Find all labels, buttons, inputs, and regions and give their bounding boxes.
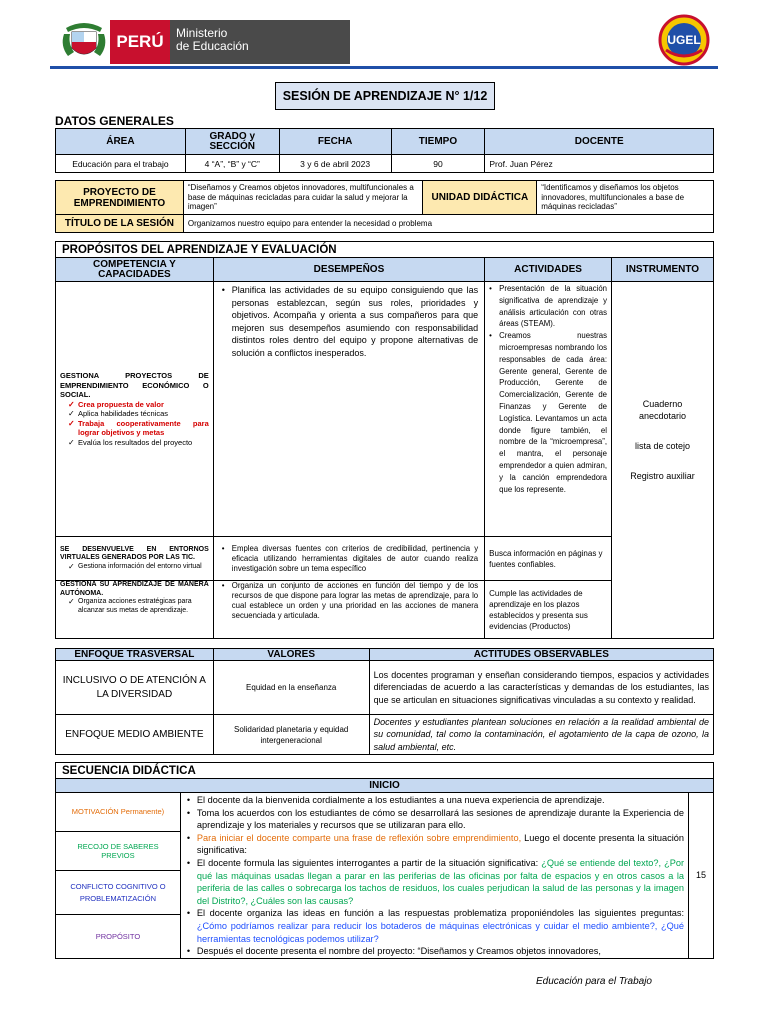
- page-footer: Educación para el Trabajo: [536, 976, 652, 987]
- desempeno-1: • Planifica las actividades de su equipo consiguiendo que las personas establezcan, según sus roles, prioridades y objetivos. Acompaña y orienta a sus compañeros para que mejoren sus desempeños asumiendo con responsabilidad distintos roles dentro del equipo y propone alternativas de solución a conflictos inesperados.: [213, 282, 484, 537]
- col-actividades: ACTIVIDADES: [485, 258, 612, 282]
- header-rule: [50, 66, 718, 69]
- secuencia-table: [55, 762, 714, 959]
- page-header: [0, 0, 768, 68]
- inicio-minutes: 15: [689, 793, 714, 959]
- titulo-label: TÍTULO DE LA SESIÓN: [56, 215, 184, 233]
- unidad-label: UNIDAD DIDÁCTICA: [423, 181, 537, 215]
- label-conflicto: CONFLICTO COGNITIVO O PROBLEMATIZACIÓN: [56, 871, 181, 915]
- peru-coat-of-arms-icon: [60, 20, 108, 64]
- col-area: ÁREA: [56, 129, 186, 155]
- col-fecha: FECHA: [279, 129, 391, 155]
- competencia-emprendimiento: GESTIONA PROYECTOS DE EMPRENDIMIENTO ECONÓMICO O SOCIAL. ✓ Crea propuesta de valor ✓ Aplica habilidades técnicas ✓ Trabaja cooperativamente para lograr objetivos y metas ✓ Evalúa los resultados del proyecto: [56, 282, 214, 537]
- label-recojo: RECOJO DE SABERES PREVIOS: [56, 832, 181, 871]
- svg-text:UGEL: UGEL: [667, 33, 701, 47]
- proyecto-table: [55, 180, 714, 233]
- titulo-value: Organizamos nuestro equipo para entender la necesidad o problema: [183, 215, 713, 233]
- datos-generales-table: [55, 128, 714, 173]
- actitud-ambiente: Docentes y estudiantes plantean soluciones en relación a la realidad ambiental de su comunidad, tal como la contaminación, el agotamiento de la capa de ozono, la salud ambiental, etc.: [369, 715, 713, 755]
- col-grado: GRADO y SECCIÓN: [185, 129, 279, 155]
- col-docente: DOCENTE: [485, 129, 714, 155]
- fecha-value: 3 y 6 de abril 2023: [279, 155, 391, 173]
- docente-value: Prof. Juan Pérez: [485, 155, 714, 173]
- actividades-2: Busca información en páginas y fuentes confiables.: [485, 537, 612, 581]
- label-proposito: PROPÓSITO: [56, 915, 181, 959]
- area-value: Educación para el trabajo: [56, 155, 186, 173]
- enfoque-inclusivo: INCLUSIVO O DE ATENCIÓN A LA DIVERSIDAD: [56, 661, 214, 715]
- col-desempenos: DESEMPEÑOS: [213, 258, 484, 282]
- proyecto-label: PROYECTO DE EMPRENDIMIENTO: [56, 181, 184, 215]
- secuencia-heading: SECUENCIA DIDÁCTICA: [56, 763, 714, 779]
- actividades-1: • Presentación de la situación significativa de aprendizaje y análisis articulación con otras áreas (STEAM). • Creamos nuestras microempresas nombrando los responsables de cada área: Gerente general, Gerente de Producción, Gerente de Comercialización, Gerente de Finanzas y Gerente de Logística. Levantamos un acta donde figure también, el nombre de la “microempresa”, el mantra, el personaje emprendedor a quien admiran, y la canción emprendedora que los represente.: [485, 282, 612, 537]
- competencia-autonoma: GESTIONA SU APRENDIZAJE DE MANERA AUTÓNOMA. ✓ Organiza acciones estratégicas para alcanzar sus metas de aprendizaje.: [56, 581, 214, 639]
- inicio-content: • El docente da la bienvenida cordialmente a los estudiantes a una nueva experiencia de aprendizaje. • Toma los acuerdos con los estudiantes de cómo se desarrollará las sesiones de aprendizaje durante la Experiencia de aprendizaje y los materiales y recursos que se utilizaran para ello. • Para iniciar el docente comparte una frase de reflexión sobre emprendimiento, Luego el docente presenta la situación significativa: • El docente formula las siguientes interrogantes a partir de la situación significativa: ¿Qué se entiende del texto?, ¿Por qué las máquinas usadas llegan a parar en las periferias de las oficinas por falta de espacios y en otros casos a la periferia de las calles o sobrecarga los tachos de residuos, los cuales perjudican la salud de las personas y la imagen del Distrito?, ¿Cuáles son las causas? • El docente organiza las ideas en función a las respuestas problematiza proponiéndoles las siguientes preguntas: ¿Cómo podríamos realizar para reducir los botaderos de máquinas electrónicas y cuidar el medio ambiente?, ¿Qué herramientas tecnológicas podemos utilizar? • Después el docente presenta el nombre del proyecto: “Diseñamos y Creamos objetos innovadores,: [180, 793, 688, 959]
- col-competencia: COMPETENCIA Y CAPACIDADES: [56, 258, 214, 282]
- desempeno-3: • Organiza un conjunto de acciones en función del tiempo y de los recursos de que dispone para lograr las metas de aprendizaje, para lo cual establece un orden y una prioridad en las acciones de manera secuenciada y articulada.: [213, 581, 484, 639]
- actitud-inclusivo: Los docentes programan y enseñan considerando tiempos, espacios y actividades diferenciadas de acuerdo a las características y demandas de los estudiantes, las que se articulan en situaciones significativas vinculadas a su contexto y realidad.: [369, 661, 713, 715]
- tiempo-value: 90: [391, 155, 485, 173]
- ugel-logo-icon: [656, 14, 712, 66]
- valor-equidad: Equidad en la enseñanza: [213, 661, 369, 715]
- ministry-brand: Ministerio de Educación: [170, 20, 350, 64]
- instrumentos: Cuaderno anecdotario lista de cotejo Registro auxiliar: [612, 282, 714, 639]
- inicio-heading: INICIO: [56, 779, 714, 793]
- col-actitudes: ACTITUDES OBSERVABLES: [369, 649, 713, 661]
- propositos-table: [55, 241, 714, 639]
- competencia-tic: SE DESENVUELVE EN ENTORNOS VIRTUALES GENERADOS POR LAS TIC. ✓ Gestiona información del entorno virtual: [56, 537, 214, 581]
- session-title: SESIÓN DE APRENDIZAJE N° 1/12: [275, 82, 495, 110]
- enfoques-table: [55, 648, 714, 755]
- desempeno-2: • Emplea diversas fuentes con criterios de credibilidad, pertinencia y eficacia utilizando herramientas digitales de autor cuando realiza investigación sobre un tema específico: [213, 537, 484, 581]
- label-motivacion: MOTIVACIÓN Permanente): [56, 793, 181, 832]
- proyecto-value: “Diseñamos y Creamos objetos innovadores, multifuncionales a base de máquinas recicladas para cuidar la salud y mejorar la imagen”: [183, 181, 423, 215]
- propositos-heading: PROPÓSITOS DEL APRENDIZAJE Y EVALUACIÓN: [56, 242, 714, 258]
- unidad-value: “Identificamos y diseñamos los objetos innovadores, multifuncionales a base de máquinas recicladas”: [537, 181, 714, 215]
- grado-value: 4 “A”, “B” y “C”: [185, 155, 279, 173]
- col-instrumento: INSTRUMENTO: [612, 258, 714, 282]
- peru-brand: PERÚ: [110, 20, 170, 64]
- datos-generales-heading: DATOS GENERALES: [55, 114, 174, 128]
- col-valores: VALORES: [213, 649, 369, 661]
- col-enfoque: ENFOQUE TRASVERSAL: [56, 649, 214, 661]
- valor-solidaridad: Solidaridad planetaria y equidad intergeneracional: [213, 715, 369, 755]
- col-tiempo: TIEMPO: [391, 129, 485, 155]
- actividades-3: Cumple las actividades de aprendizaje en los plazos establecidos y presenta sus evidencias (Productos): [485, 581, 612, 639]
- enfoque-ambiente: ENFOQUE MEDIO AMBIENTE: [56, 715, 214, 755]
